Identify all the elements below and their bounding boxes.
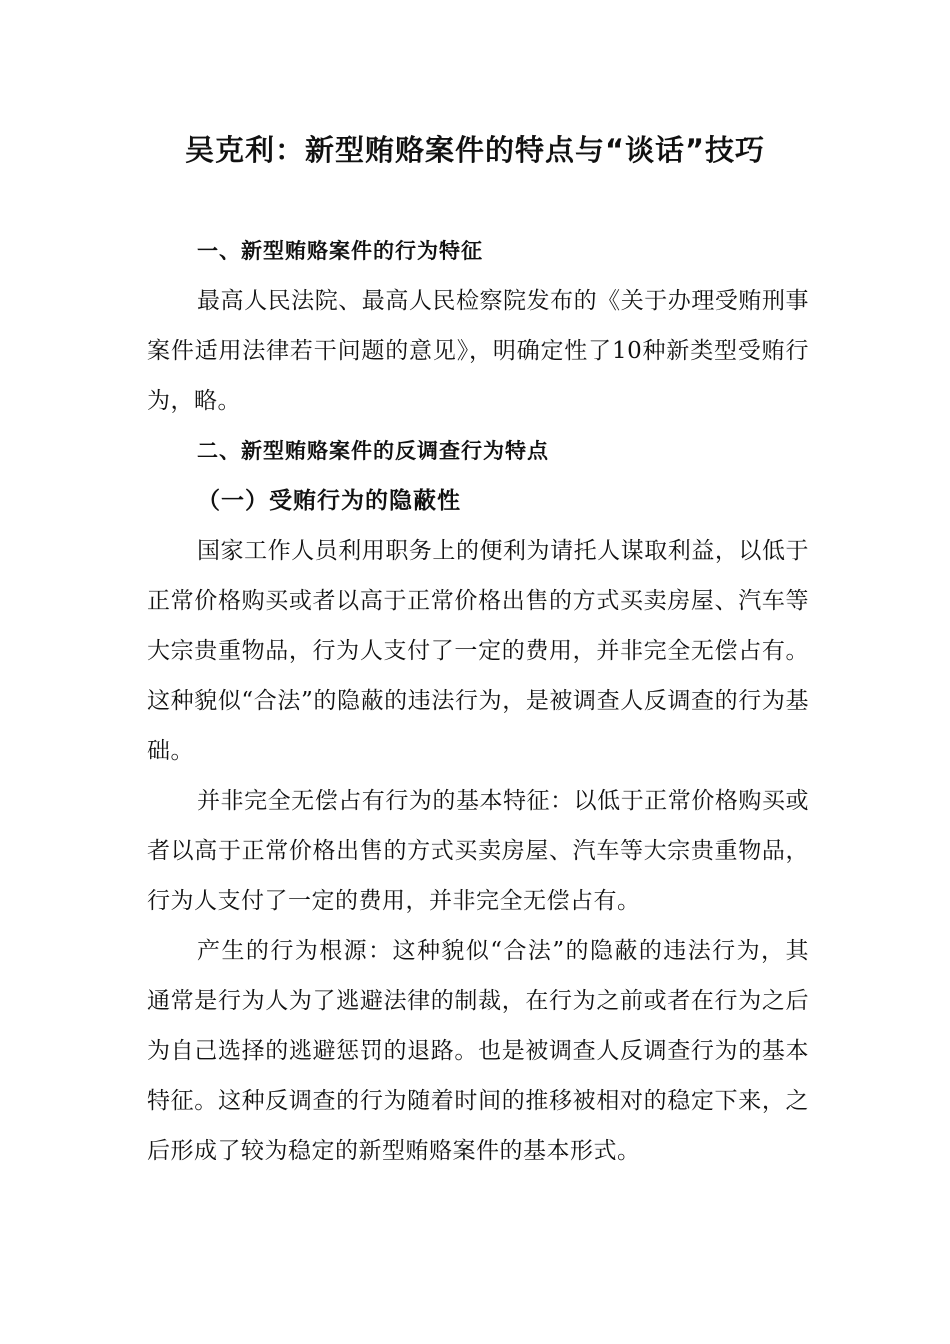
paragraph: 国家工作人员利用职务上的便利为请托人谋取利益，以低于正常价格购买或者以高于正常价格出售的方式买卖房屋、汽车等大宗贵重物品，行为人支付了一定的费用，并非完全无偿占有。这种貌似“合法”的隐蔽的违法行为，是被调查人反调查的行为基础。: [147, 538, 809, 764]
document-body: [147, 226, 809, 1176]
paragraph: 并非完全无偿占有行为的基本特征：以低于正常价格购买或者以高于正常价格出售的方式买卖房屋、汽车等大宗贵重物品，行为人支付了一定的费用，并非完全无偿占有。: [147, 788, 809, 914]
subsection-heading: （一）受贿行为的隐蔽性: [197, 488, 461, 514]
paragraph: 产生的行为根源：这种貌似“合法”的隐蔽的违法行为，其通常是行为人为了逃避法律的制裁，在行为之前或者在行为之后为自己选择的逃避惩罚的退路。也是被调查人反调查行为的基本特征。这种反调查的行为随着时间的推移被相对的稳定下来，之后形成了较为稳定的新型贿赂案件的基本形式。: [147, 938, 809, 1164]
section-heading-1: 一、新型贿赂案件的行为特征: [197, 239, 483, 263]
page-title: 吴克利：新型贿赂案件的特点与“谈话”技巧: [184, 133, 766, 167]
paragraph: 最高人民法院、最高人民检察院发布的《关于办理受贿刑事案件适用法律若干问题的意见》，明确定性了10种新类型受贿行为，略。: [147, 288, 809, 414]
section-heading-2: 二、新型贿赂案件的反调查行为特点: [197, 439, 549, 463]
